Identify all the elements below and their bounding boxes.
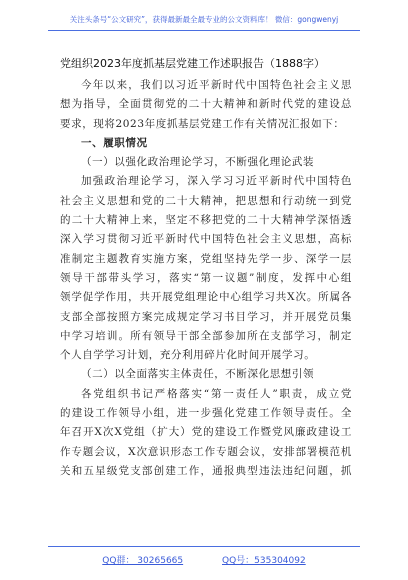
- document-body: [60, 76, 352, 481]
- promo-banner: 关注头条号“公文研究”，获得最新最全最专业的公文资料库！ 微信：gongwenyj: [69, 15, 339, 24]
- paragraph-line: 个人自学学习计划，充分利用碎片化时间开展学习。: [60, 349, 316, 362]
- header-divider: [48, 30, 360, 31]
- paragraph-line: 社会主义思想和党的二十大精神，把思想和行动统一到党: [60, 194, 352, 207]
- paragraph-line: 年召开X次X党组（扩大）党的建设工作暨党风廉政建设工: [60, 426, 352, 439]
- footer-contacts: [0, 553, 408, 566]
- paragraph-line: 今年以来，我们以习近平新时代中国特色社会主义思: [81, 79, 352, 91]
- paragraph-line: 深入学习贯彻习近平新时代中国特色社会主义思想，高标: [60, 233, 352, 246]
- footer-divider: [48, 546, 360, 547]
- paragraph-line: 准制定主题教育实施方案，党组坚持先学一步、深学一层: [60, 252, 352, 265]
- paragraph-line: 领导干部带头学习，落实“第一议题”制度，发挥中心组: [60, 271, 352, 284]
- paragraph-line: 支部全部按照方案完成规定学习书目学习，并开展党员集: [60, 310, 352, 323]
- paragraph-line: 的建设工作领导小组，进一步强化党建工作领导责任。全: [60, 407, 352, 420]
- paragraph-line: 各党组织书记严格落实“第一责任人”职责，成立党: [81, 387, 352, 400]
- section-heading: 一、履职情况: [81, 136, 148, 149]
- paragraph-line: 的二十大精神上来，坚定不移把党的二十大精神学深悟透: [60, 214, 352, 227]
- paragraph-line: 想为指导，全面贯彻党的二十大精神和新时代党的建设总: [60, 98, 352, 111]
- qq-number-link[interactable]: QQ号：535304092: [222, 556, 306, 566]
- paragraph-line: 作专题会议，X次意识形态工作专题会议，安排部署模范机: [60, 445, 352, 458]
- paragraph-line: （二）以全面落实主体责任，不断深化思想引领: [81, 368, 315, 381]
- paragraph-line: （一）以强化政治理论学习，不断强化理论武装: [81, 156, 315, 169]
- paragraph-line: 中学习培训。所有领导干部全部参加所在支部学习，制定: [60, 329, 352, 342]
- paragraph-line: 要求，现将2023年度抓基层党建工作有关情况汇报如下：: [60, 117, 345, 130]
- paragraph-line: 加强政治理论学习，深入学习习近平新时代中国特色: [81, 175, 352, 188]
- paragraph-line: 关和五星级党支部创建工作，通报典型违法违纪问题，抓: [60, 464, 352, 477]
- paragraph-line: 领学促学作用，共开展党组理论中心组学习共X次。所属各: [60, 291, 352, 304]
- qq-group-link[interactable]: QQ群： 30265665: [102, 556, 184, 566]
- document-title: 党组织2023年度抓基层党建工作述职报告（1888字）: [60, 57, 325, 70]
